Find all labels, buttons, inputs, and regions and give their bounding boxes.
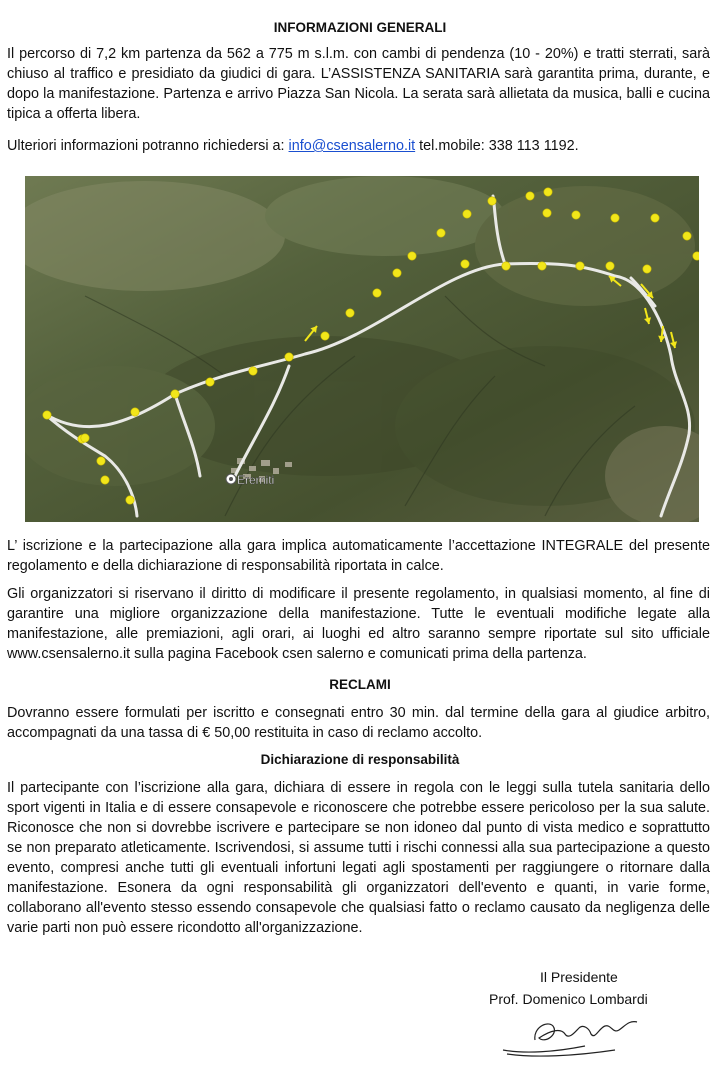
route-dot: [97, 457, 105, 465]
signature-role: Il Presidente: [540, 969, 618, 985]
route-dot: [408, 252, 416, 260]
contact-line: [7, 136, 710, 156]
route-dot: [576, 262, 584, 270]
route-dot: [463, 210, 471, 218]
route-dot: [206, 378, 214, 386]
place-label-eremiti: Eremiti: [237, 473, 275, 487]
reclami-paragraph: Dovranno essere formulati per iscritto e consegnati entro 30 min. dal termine della gara al giudice arbitro, accompagnati da una tassa di € 50,00 restituita in caso di reclamo accolto.: [7, 705, 710, 741]
declaration-heading: Dichiarazione di responsabilità: [260, 752, 460, 767]
changes-paragraph: Gli organizzatori si riservano il diritto di modificare il presente regolamento, in qualsiasi momento, al fine di garantire una migliore organizzazione della manifestazione. Tutte le eventuali modifiche legate alla manifestazione, alle premiazioni, agli orari, ai luoghi ed altro saranno sempre riportate sul sito ufficiale www.csensalerno.it sulla pagina Facebook csen salerno e comunicati prima della partenza.: [7, 586, 710, 662]
contact-suffix: tel.mobile: 338 113 1192.: [415, 138, 579, 154]
general-info-paragraph: [7, 44, 710, 124]
route-dot: [693, 252, 699, 260]
intro-text: Il percorso di 7,2 km partenza da 562 a 775 m s.l.m. con cambi di pendenza (10 - 20%) e tratti sterrati, sarà chiuso al traffico e presidiato da giudici di gara. L’ASSISTENZA SANITARIA sarà garantita prima, durante, e dopo la manifestazione. Partenza e arrivo Piazza San Nicola. La serata sarà allietata da musica, balli e cucina tipica a offerta libera.: [7, 46, 710, 122]
route-dot: [606, 262, 614, 270]
email-link[interactable]: info@csensalerno.it: [288, 138, 416, 154]
route-dot: [346, 309, 354, 317]
route-dot: [373, 289, 381, 297]
route-dot: [643, 265, 651, 273]
contact-prefix: Ulteriori informazioni potranno richiedersi a:: [7, 138, 289, 154]
route-dot: [437, 229, 445, 237]
route-dot: [611, 214, 619, 222]
route-dot: [249, 367, 257, 375]
route-dot: [544, 188, 552, 196]
route-dot: [572, 211, 580, 219]
route-dot: [683, 232, 691, 240]
route-dot: [526, 192, 534, 200]
route-dot: [43, 411, 51, 419]
route-dot: [651, 214, 659, 222]
route-dot: [488, 197, 496, 205]
route-dot: [126, 496, 134, 504]
general-info-heading: INFORMAZIONI GENERALI: [273, 20, 447, 35]
route-dot: [502, 262, 510, 270]
route-dot: [461, 260, 469, 268]
route-dot: [543, 209, 551, 217]
route-dot: [321, 332, 329, 340]
route-dot: [393, 269, 401, 277]
satellite-map-image: [25, 176, 699, 522]
route-dot: [285, 353, 293, 361]
route-dot: [131, 408, 139, 416]
route-dot: [538, 262, 546, 270]
route-dot: [101, 476, 109, 484]
declaration-paragraph: Il partecipante con l’iscrizione alla gara, dichiara di essere in regola con le leggi sulla tutela sanitaria dello sport vigenti in Italia e di essere consapevole e riconoscere che potrebbe essere pericoloso per la sua salute. Riconosce che non si dovrebbe iscrivere e partecipare se non idoneo dal punto di vista medico e soprattutto se non preparato atleticamente. Iscrivendosi, si assume tutti i rischi connessi alla sua partecipazione a questo evento, compresi anche tutti gli eventuali infortuni legati agli spostamenti per raggiungere o ritornare dalla manifestazione. Esonera da ogni responsabilità gli organizzatori dell'evento e quanti, in varie forme, collaborano all'evento stesso essendo consapevole che qualsiasi fatto o reclamo causato da negligenza delle varie parti non può essere ricondotto all'organizzazione.: [7, 780, 710, 936]
route-map: [25, 176, 699, 522]
signature-name: Prof. Domenico Lombardi: [489, 991, 648, 1007]
acceptance-paragraph: L’ iscrizione e la partecipazione alla gara implica automaticamente l’accettazione INTEGRALE del presente regolamento e della dichiarazione di responsabilità riportata in calce.: [7, 538, 710, 574]
reclami-heading: RECLAMI: [329, 677, 391, 692]
route-dot: [81, 434, 89, 442]
route-dot: [171, 390, 179, 398]
handwritten-signature: [495, 1010, 655, 1060]
